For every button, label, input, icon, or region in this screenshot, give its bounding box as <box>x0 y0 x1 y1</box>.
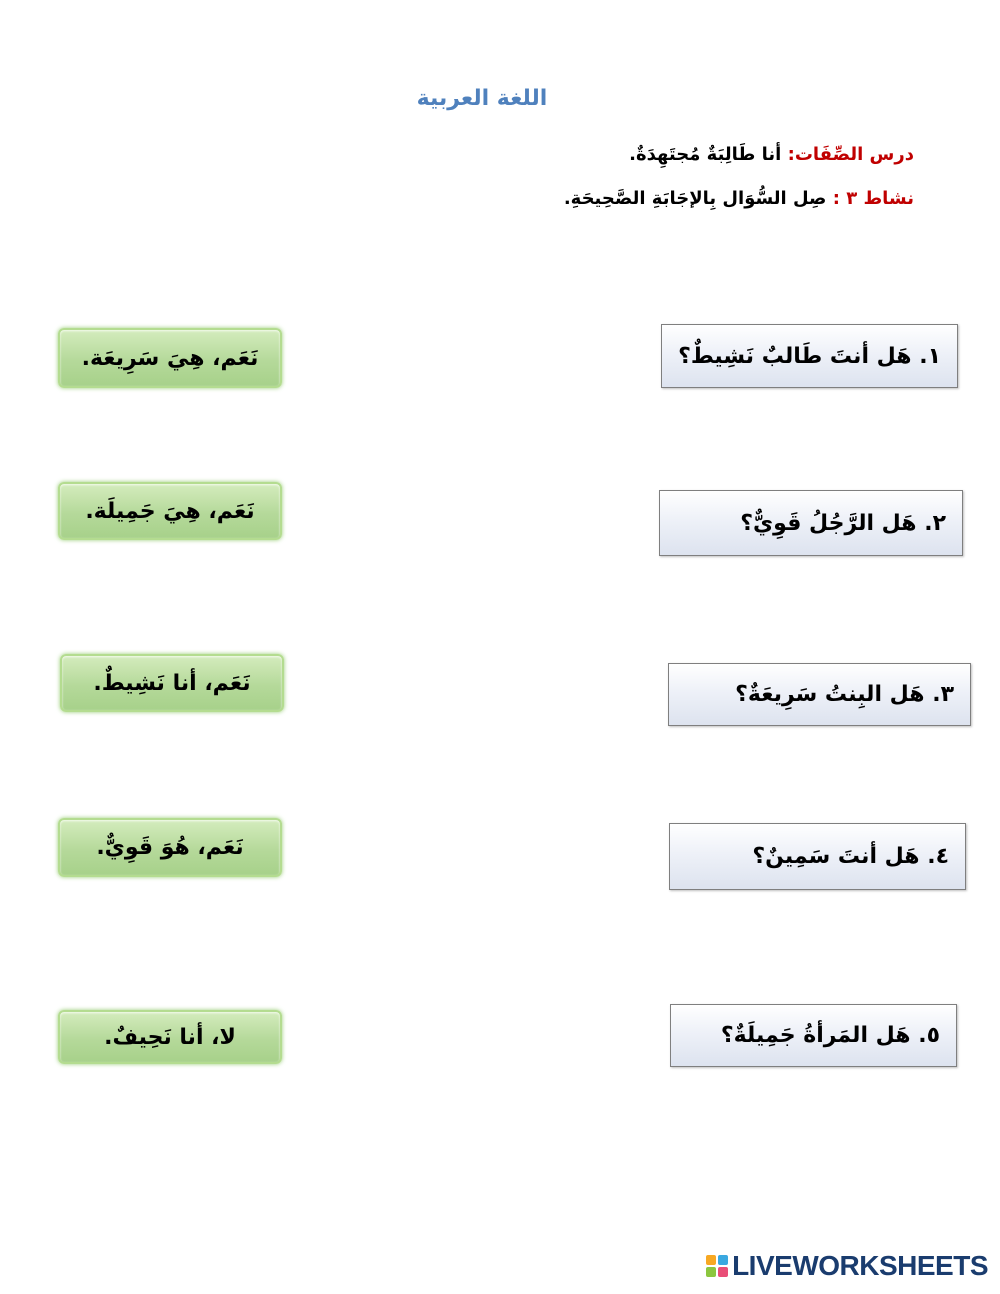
question-text: ٢. هَل الرَّجُلُ قَوِيٌّ؟ <box>740 510 946 536</box>
question-text: ١. هَل أنتَ طَالبٌ نَشِيطٌ؟ <box>678 343 941 369</box>
logo-square <box>706 1255 716 1265</box>
activity-line <box>564 188 914 209</box>
lesson-line <box>629 144 914 165</box>
answer-text: نَعَم، هِيَ جَمِيلَة. <box>85 498 255 524</box>
answer-text: نَعَم، هُوَ قَوِيٌّ. <box>96 835 244 860</box>
brand-name: LIVEWORKSHEETS <box>732 1250 988 1281</box>
logo-square <box>706 1267 716 1277</box>
answer-text: نَعَم، هِيَ سَرِيعَة. <box>81 345 259 371</box>
answer-box-5[interactable] <box>58 1010 282 1064</box>
answer-text: نَعَم، أنا نَشِيطٌ. <box>93 670 251 696</box>
lesson-text: أنا طَالِبَةٌ مُجتَهِدَةٌ. <box>629 144 782 165</box>
activity-instruction: صِل السُّوَال بِالإجَابَةِ الصَّحِيحَةِ. <box>563 188 827 209</box>
answer-box-1[interactable] <box>58 328 282 388</box>
answer-box-3[interactable] <box>60 654 284 712</box>
liveworksheets-logo-icon <box>706 1255 728 1277</box>
question-box-2[interactable] <box>659 490 963 556</box>
answer-text: لا، أنا نَحِيفٌ. <box>104 1024 236 1050</box>
liveworksheets-brand <box>706 1250 988 1282</box>
answer-box-2[interactable] <box>58 482 282 540</box>
question-box-5[interactable] <box>670 1004 957 1067</box>
question-box-3[interactable] <box>668 663 971 726</box>
question-text: ٥. هَل المَرأةُ جَمِيلَةٌ؟ <box>720 1023 940 1048</box>
question-box-1[interactable] <box>661 324 958 388</box>
answer-box-4[interactable] <box>58 818 282 877</box>
logo-square <box>718 1255 728 1265</box>
activity-label: نشاط ٣ : <box>832 188 914 209</box>
page-title: اللغة العربية <box>416 86 548 111</box>
logo-square <box>718 1267 728 1277</box>
question-text: ٣. هَل البِنتُ سَرِيعَةٌ؟ <box>735 682 954 707</box>
lesson-label: درس الصِّفَات: <box>787 144 914 165</box>
question-text: ٤. هَل أنتَ سَمِينٌ؟ <box>752 844 949 869</box>
question-box-4[interactable] <box>669 823 966 890</box>
